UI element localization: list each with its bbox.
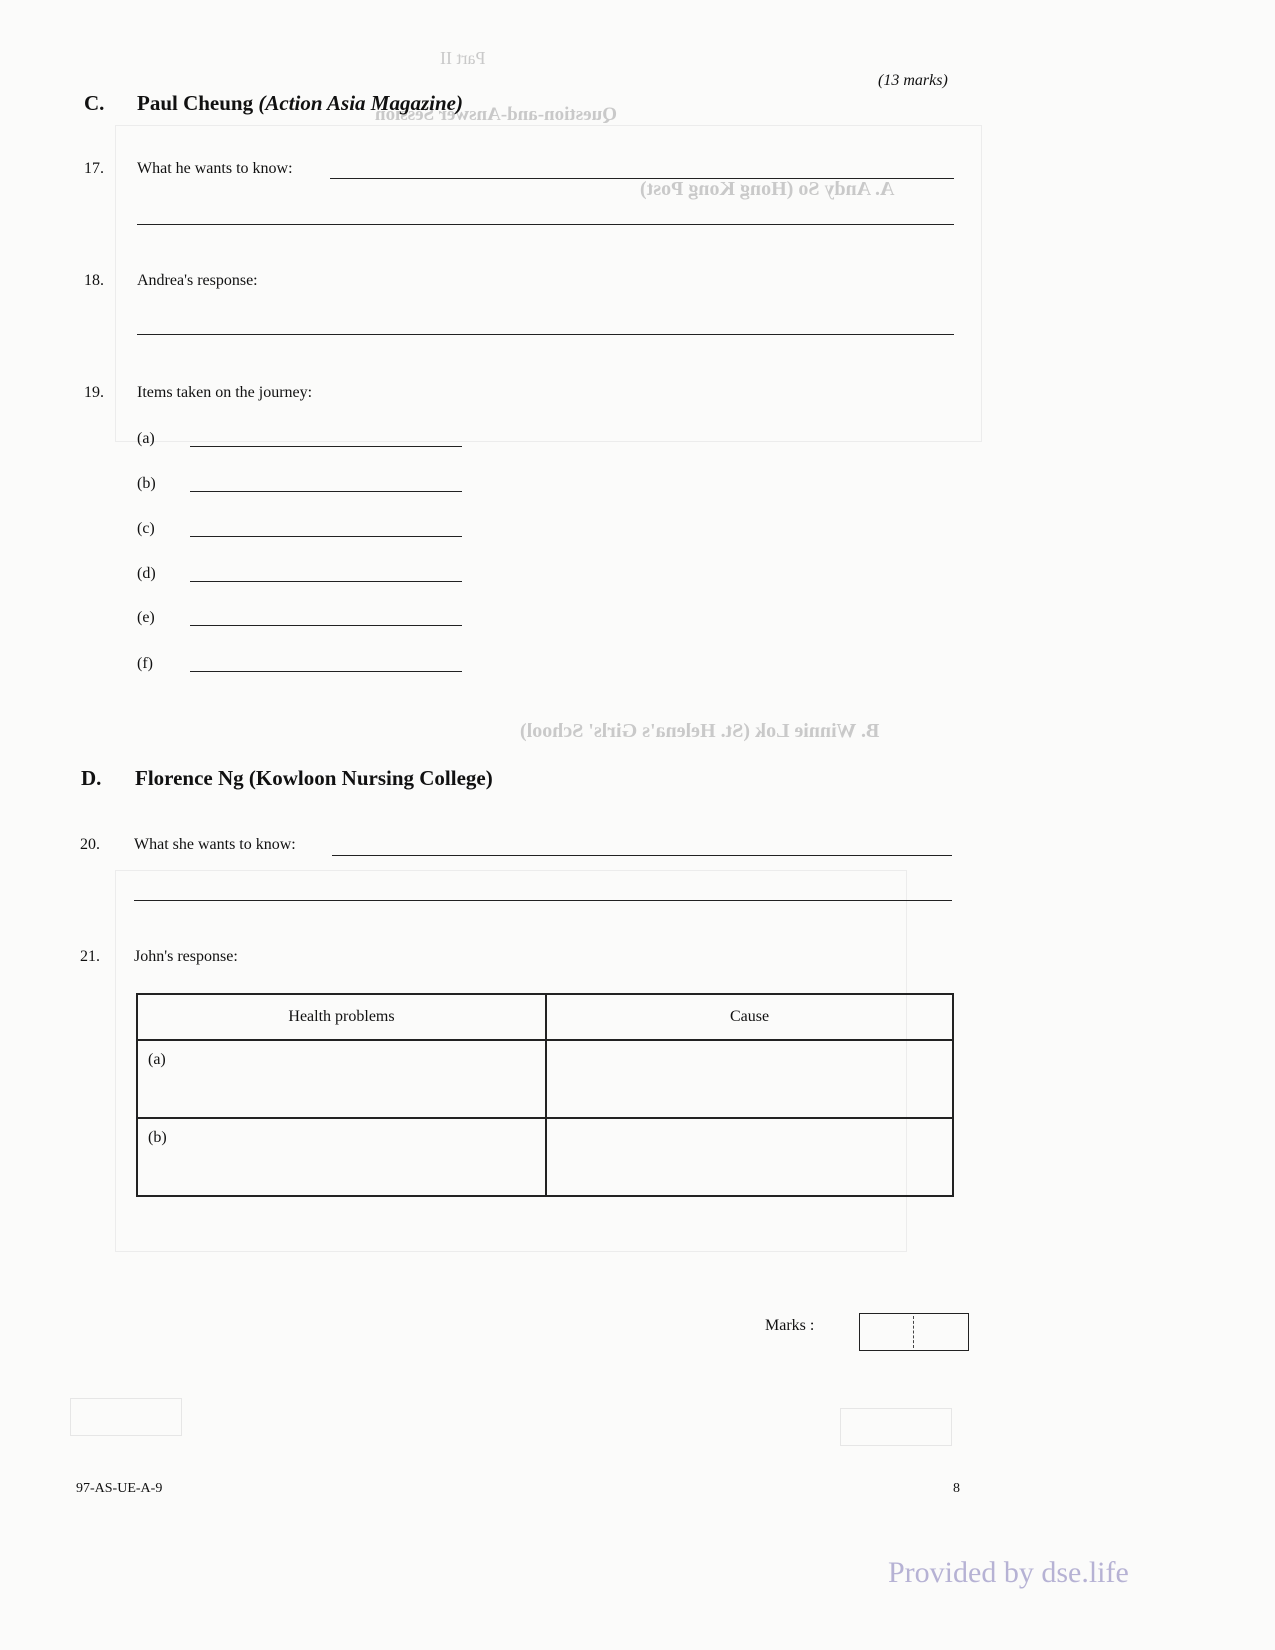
section-marks-label: (13 marks) — [878, 72, 948, 89]
cause-cell[interactable] — [546, 1118, 953, 1196]
health-problem-cell[interactable] — [137, 1040, 546, 1118]
paper-code: 97-AS-UE-A-9 — [76, 1481, 163, 1496]
column-header-cause: Cause — [546, 994, 953, 1040]
health-problems-table — [136, 993, 954, 1197]
question-text: Items taken on the journey: — [137, 384, 313, 401]
answer-line[interactable] — [137, 224, 954, 225]
table-header-row — [137, 994, 953, 1040]
answer-line[interactable] — [190, 491, 462, 492]
question-number: 19. — [84, 384, 104, 401]
answer-line[interactable] — [134, 900, 952, 901]
table-row — [137, 1118, 953, 1196]
section-c-title — [137, 91, 463, 116]
question-number: 17. — [84, 160, 104, 177]
table-row — [137, 1040, 953, 1118]
ghost-section-b: B. Winnie Lok (St. Helena's Girls' School) — [520, 720, 880, 742]
item-label: (c) — [137, 520, 155, 537]
question-text: What he wants to know: — [137, 160, 293, 177]
item-label: (b) — [137, 475, 156, 492]
question-number: 21. — [80, 948, 100, 965]
question-text: John's response: — [134, 948, 238, 965]
row-label: (b) — [148, 1129, 167, 1146]
cause-cell[interactable] — [546, 1040, 953, 1118]
ghost-part-heading: Part II — [440, 48, 486, 68]
answer-line[interactable] — [137, 334, 954, 335]
speaker-name: Paul Cheung — [137, 91, 254, 115]
answer-line[interactable] — [190, 581, 462, 582]
page-number: 8 — [953, 1481, 960, 1496]
answer-line[interactable] — [330, 178, 954, 179]
answer-line[interactable] — [332, 855, 952, 856]
answer-line[interactable] — [190, 536, 462, 537]
marks-box[interactable] — [859, 1313, 969, 1351]
ghost-section-a: A. Andy So (Hong Kong Post) — [640, 178, 895, 200]
section-d-title: Florence Ng (Kowloon Nursing College) — [135, 766, 493, 790]
ghost-marks-box-left — [70, 1398, 182, 1436]
answer-line[interactable] — [190, 671, 462, 672]
question-number: 18. — [84, 272, 104, 289]
item-label: (e) — [137, 609, 155, 626]
question-number: 20. — [80, 836, 100, 853]
ghost-session-heading: Question-and-Answer Session — [375, 104, 617, 125]
item-label: (a) — [137, 430, 155, 447]
section-c-letter: C. — [84, 91, 105, 115]
health-problem-cell[interactable] — [137, 1118, 546, 1196]
answer-line[interactable] — [190, 625, 462, 626]
speaker-affiliation: (Action Asia Magazine) — [258, 91, 463, 115]
item-label: (f) — [137, 655, 153, 672]
marks-box-divider — [913, 1316, 914, 1348]
item-label: (d) — [137, 565, 156, 582]
watermark-text: Provided by dse.life — [888, 1556, 1129, 1589]
section-d-letter: D. — [81, 766, 102, 790]
column-header-health-problems: Health problems — [137, 994, 546, 1040]
answer-line[interactable] — [190, 446, 462, 447]
marks-label: Marks : — [765, 1317, 815, 1334]
question-text: Andrea's response: — [137, 272, 258, 289]
row-label: (a) — [148, 1051, 166, 1068]
ghost-marks-box-right — [840, 1408, 952, 1446]
question-text: What she wants to know: — [134, 836, 296, 853]
